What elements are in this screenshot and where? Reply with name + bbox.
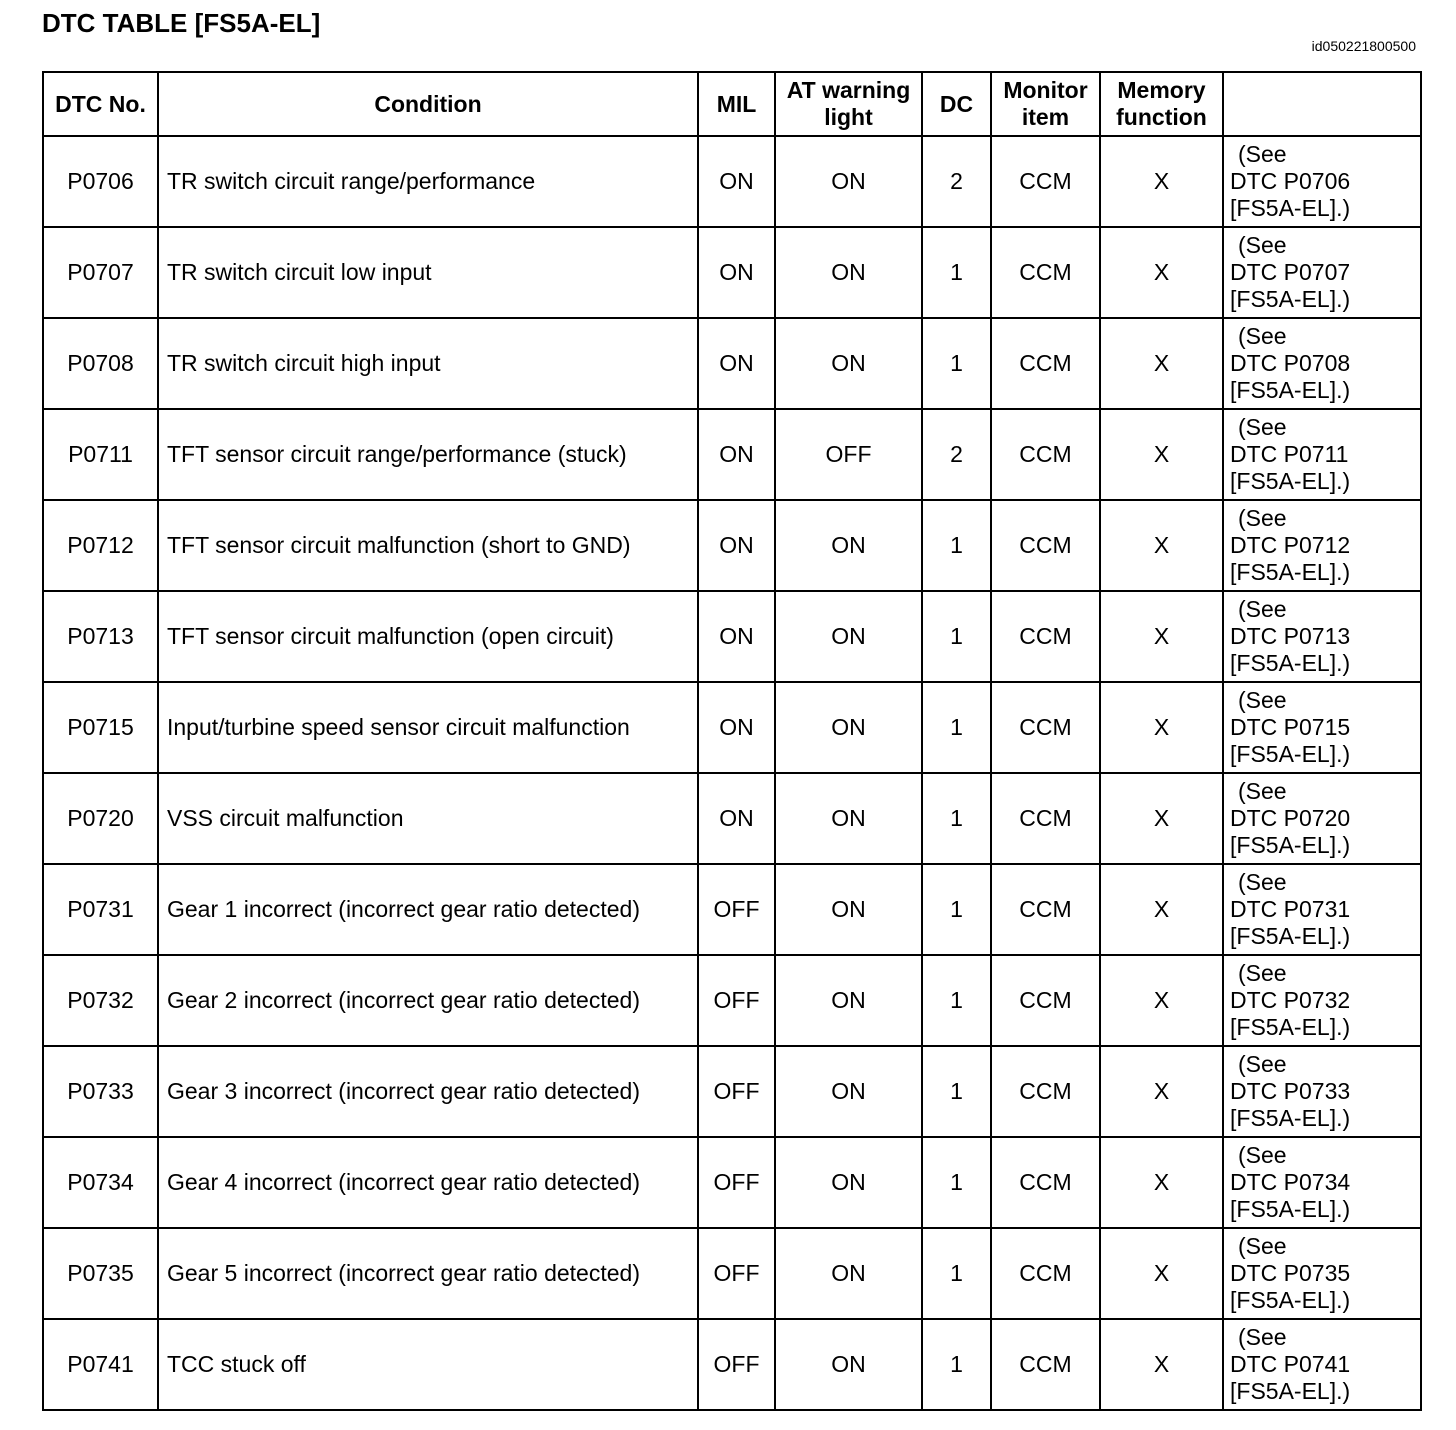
dtc-number-cell: P0734	[43, 1137, 158, 1228]
memory-function-cell: X	[1100, 227, 1223, 318]
condition-cell: Gear 4 incorrect (incorrect gear ratio detected)	[158, 1137, 698, 1228]
condition-cell: TFT sensor circuit range/performance (stuck)	[158, 409, 698, 500]
reference-line: [FS5A-EL].)	[1230, 1287, 1351, 1313]
dc-cell: 1	[922, 318, 991, 409]
reference-line: (See	[1238, 1051, 1287, 1077]
dc-cell: 2	[922, 409, 991, 500]
header-dtc-no: DTC No.	[43, 72, 158, 136]
memory-function-cell: X	[1100, 1137, 1223, 1228]
reference-line: DTC P0731	[1230, 896, 1351, 922]
reference-cell	[1223, 1046, 1421, 1137]
monitor-item-cell: CCM	[991, 136, 1100, 227]
table-row	[43, 1046, 1421, 1137]
header-at-warning-line1: AT warning	[786, 77, 911, 103]
monitor-item-cell: CCM	[991, 1228, 1100, 1319]
dc-cell: 1	[922, 500, 991, 591]
reference-cell	[1223, 500, 1421, 591]
header-memory-line1: Memory	[1117, 77, 1206, 103]
header-reference	[1223, 72, 1421, 136]
mil-cell: ON	[698, 591, 775, 682]
reference-line: DTC P0720	[1230, 805, 1351, 831]
reference-line: DTC P0733	[1230, 1078, 1351, 1104]
table-row	[43, 864, 1421, 955]
dc-cell: 1	[922, 1046, 991, 1137]
at-warning-cell: ON	[775, 955, 922, 1046]
reference-line: [FS5A-EL].)	[1230, 1105, 1351, 1131]
header-at-warning-line2: light	[824, 104, 873, 130]
dtc-number-cell: P0732	[43, 955, 158, 1046]
reference-line: [FS5A-EL].)	[1230, 559, 1351, 585]
reference-line: (See	[1238, 778, 1287, 804]
table-row	[43, 773, 1421, 864]
dc-cell: 1	[922, 1228, 991, 1319]
monitor-item-cell: CCM	[991, 591, 1100, 682]
reference-cell	[1223, 1319, 1421, 1410]
dc-cell: 1	[922, 682, 991, 773]
monitor-item-cell: CCM	[991, 227, 1100, 318]
condition-cell: VSS circuit malfunction	[158, 773, 698, 864]
at-warning-cell: ON	[775, 682, 922, 773]
reference-line: DTC P0712	[1230, 532, 1351, 558]
dtc-number-cell: P0707	[43, 227, 158, 318]
reference-cell	[1223, 591, 1421, 682]
dc-cell: 1	[922, 864, 991, 955]
table-row	[43, 1228, 1421, 1319]
mil-cell: ON	[698, 409, 775, 500]
reference-line: DTC P0732	[1230, 987, 1351, 1013]
reference-line: [FS5A-EL].)	[1230, 377, 1351, 403]
table-row	[43, 682, 1421, 773]
at-warning-cell: ON	[775, 227, 922, 318]
header-memory-function	[1100, 72, 1223, 136]
condition-cell: TR switch circuit low input	[158, 227, 698, 318]
monitor-item-cell: CCM	[991, 1319, 1100, 1410]
reference-line: (See	[1238, 505, 1287, 531]
at-warning-cell: ON	[775, 1137, 922, 1228]
mil-cell: ON	[698, 682, 775, 773]
at-warning-cell: ON	[775, 136, 922, 227]
at-warning-cell: ON	[775, 318, 922, 409]
header-dc: DC	[922, 72, 991, 136]
condition-cell: TR switch circuit high input	[158, 318, 698, 409]
reference-cell	[1223, 682, 1421, 773]
mil-cell: ON	[698, 318, 775, 409]
mil-cell: OFF	[698, 1046, 775, 1137]
monitor-item-cell: CCM	[991, 955, 1100, 1046]
reference-cell	[1223, 318, 1421, 409]
reference-line: DTC P0734	[1230, 1169, 1351, 1195]
memory-function-cell: X	[1100, 1319, 1223, 1410]
dc-cell: 1	[922, 955, 991, 1046]
memory-function-cell: X	[1100, 1228, 1223, 1319]
memory-function-cell: X	[1100, 1046, 1223, 1137]
mil-cell: OFF	[698, 864, 775, 955]
at-warning-cell: ON	[775, 591, 922, 682]
condition-cell: TFT sensor circuit malfunction (short to GND)	[158, 500, 698, 591]
reference-cell	[1223, 136, 1421, 227]
mil-cell: OFF	[698, 1319, 775, 1410]
reference-line: DTC P0706	[1230, 168, 1351, 194]
reference-line: DTC P0715	[1230, 714, 1351, 740]
reference-line: [FS5A-EL].)	[1230, 286, 1351, 312]
header-monitor-line2: item	[1021, 104, 1070, 130]
at-warning-cell: ON	[775, 500, 922, 591]
dc-cell: 1	[922, 227, 991, 318]
header-condition: Condition	[158, 72, 698, 136]
header-memory-line2: function	[1116, 104, 1207, 130]
dtc-number-cell: P0720	[43, 773, 158, 864]
condition-cell: TR switch circuit range/performance	[158, 136, 698, 227]
mil-cell: OFF	[698, 1137, 775, 1228]
reference-line: DTC P0711	[1230, 441, 1349, 467]
reference-line: (See	[1238, 414, 1287, 440]
dc-cell: 2	[922, 136, 991, 227]
at-warning-cell: ON	[775, 1046, 922, 1137]
memory-function-cell: X	[1100, 682, 1223, 773]
memory-function-cell: X	[1100, 136, 1223, 227]
monitor-item-cell: CCM	[991, 1137, 1100, 1228]
reference-line: (See	[1238, 1324, 1287, 1350]
dtc-number-cell: P0706	[43, 136, 158, 227]
reference-line: DTC P0713	[1230, 623, 1351, 649]
reference-cell	[1223, 955, 1421, 1046]
header-at-warning-light	[775, 72, 922, 136]
monitor-item-cell: CCM	[991, 318, 1100, 409]
reference-line: [FS5A-EL].)	[1230, 650, 1351, 676]
at-warning-cell: ON	[775, 1228, 922, 1319]
mil-cell: ON	[698, 136, 775, 227]
table-row	[43, 955, 1421, 1046]
memory-function-cell: X	[1100, 500, 1223, 591]
dtc-number-cell: P0711	[43, 409, 158, 500]
table-row	[43, 409, 1421, 500]
reference-line: (See	[1238, 960, 1287, 986]
dc-cell: 1	[922, 1137, 991, 1228]
dtc-number-cell: P0733	[43, 1046, 158, 1137]
reference-line: (See	[1238, 1142, 1287, 1168]
mil-cell: ON	[698, 227, 775, 318]
dtc-number-cell: P0713	[43, 591, 158, 682]
condition-cell: TCC stuck off	[158, 1319, 698, 1410]
header-mil: MIL	[698, 72, 775, 136]
monitor-item-cell: CCM	[991, 409, 1100, 500]
dtc-number-cell: P0731	[43, 864, 158, 955]
reference-cell	[1223, 409, 1421, 500]
monitor-item-cell: CCM	[991, 773, 1100, 864]
at-warning-cell: ON	[775, 1319, 922, 1410]
reference-line: [FS5A-EL].)	[1230, 1378, 1351, 1404]
mil-cell: ON	[698, 773, 775, 864]
reference-line: [FS5A-EL].)	[1230, 1014, 1351, 1040]
dc-cell: 1	[922, 773, 991, 864]
reference-line: [FS5A-EL].)	[1230, 741, 1351, 767]
reference-line: (See	[1238, 687, 1287, 713]
condition-cell: Gear 5 incorrect (incorrect gear ratio detected)	[158, 1228, 698, 1319]
table-row	[43, 318, 1421, 409]
reference-line: (See	[1238, 869, 1287, 895]
monitor-item-cell: CCM	[991, 864, 1100, 955]
reference-line: [FS5A-EL].)	[1230, 832, 1351, 858]
document-id: id050221800500	[1311, 38, 1416, 54]
reference-line: [FS5A-EL].)	[1230, 1196, 1351, 1222]
at-warning-cell: ON	[775, 864, 922, 955]
at-warning-cell: ON	[775, 773, 922, 864]
dc-cell: 1	[922, 591, 991, 682]
dtc-number-cell: P0708	[43, 318, 158, 409]
memory-function-cell: X	[1100, 409, 1223, 500]
reference-line: (See	[1238, 1233, 1287, 1259]
dtc-number-cell: P0735	[43, 1228, 158, 1319]
table-row	[43, 1137, 1421, 1228]
condition-cell: Gear 3 incorrect (incorrect gear ratio detected)	[158, 1046, 698, 1137]
condition-cell: Gear 1 incorrect (incorrect gear ratio detected)	[158, 864, 698, 955]
reference-line: [FS5A-EL].)	[1230, 195, 1351, 221]
reference-line: [FS5A-EL].)	[1230, 923, 1351, 949]
dtc-number-cell: P0712	[43, 500, 158, 591]
table-row	[43, 227, 1421, 318]
memory-function-cell: X	[1100, 318, 1223, 409]
reference-line: (See	[1238, 141, 1287, 167]
monitor-item-cell: CCM	[991, 500, 1100, 591]
header-row	[43, 72, 1421, 136]
header-monitor-line1: Monitor	[1003, 77, 1088, 103]
memory-function-cell: X	[1100, 864, 1223, 955]
mil-cell: ON	[698, 500, 775, 591]
memory-function-cell: X	[1100, 773, 1223, 864]
condition-cell: Gear 2 incorrect (incorrect gear ratio detected)	[158, 955, 698, 1046]
reference-cell	[1223, 773, 1421, 864]
reference-line: DTC P0707	[1230, 259, 1351, 285]
mil-cell: OFF	[698, 955, 775, 1046]
table-row	[43, 591, 1421, 682]
reference-line: DTC P0708	[1230, 350, 1351, 376]
dtc-number-cell: P0741	[43, 1319, 158, 1410]
reference-line: DTC P0735	[1230, 1260, 1351, 1286]
reference-cell	[1223, 1228, 1421, 1319]
condition-cell: Input/turbine speed sensor circuit malfunction	[158, 682, 698, 773]
document-title: DTC TABLE [FS5A-EL]	[42, 8, 321, 38]
reference-line: (See	[1238, 232, 1287, 258]
condition-cell: TFT sensor circuit malfunction (open circuit)	[158, 591, 698, 682]
reference-line: DTC P0741	[1230, 1351, 1351, 1377]
reference-line: [FS5A-EL].)	[1230, 468, 1351, 494]
mil-cell: OFF	[698, 1228, 775, 1319]
table-row	[43, 1319, 1421, 1410]
table-row	[43, 500, 1421, 591]
monitor-item-cell: CCM	[991, 1046, 1100, 1137]
table-row	[43, 136, 1421, 227]
dtc-number-cell: P0715	[43, 682, 158, 773]
reference-cell	[1223, 227, 1421, 318]
dtc-table	[42, 71, 1422, 1411]
dc-cell: 1	[922, 1319, 991, 1410]
reference-line: (See	[1238, 596, 1287, 622]
memory-function-cell: X	[1100, 591, 1223, 682]
at-warning-cell: OFF	[775, 409, 922, 500]
reference-cell	[1223, 1137, 1421, 1228]
monitor-item-cell: CCM	[991, 682, 1100, 773]
memory-function-cell: X	[1100, 955, 1223, 1046]
header-monitor-item	[991, 72, 1100, 136]
reference-cell	[1223, 864, 1421, 955]
reference-line: (See	[1238, 323, 1287, 349]
